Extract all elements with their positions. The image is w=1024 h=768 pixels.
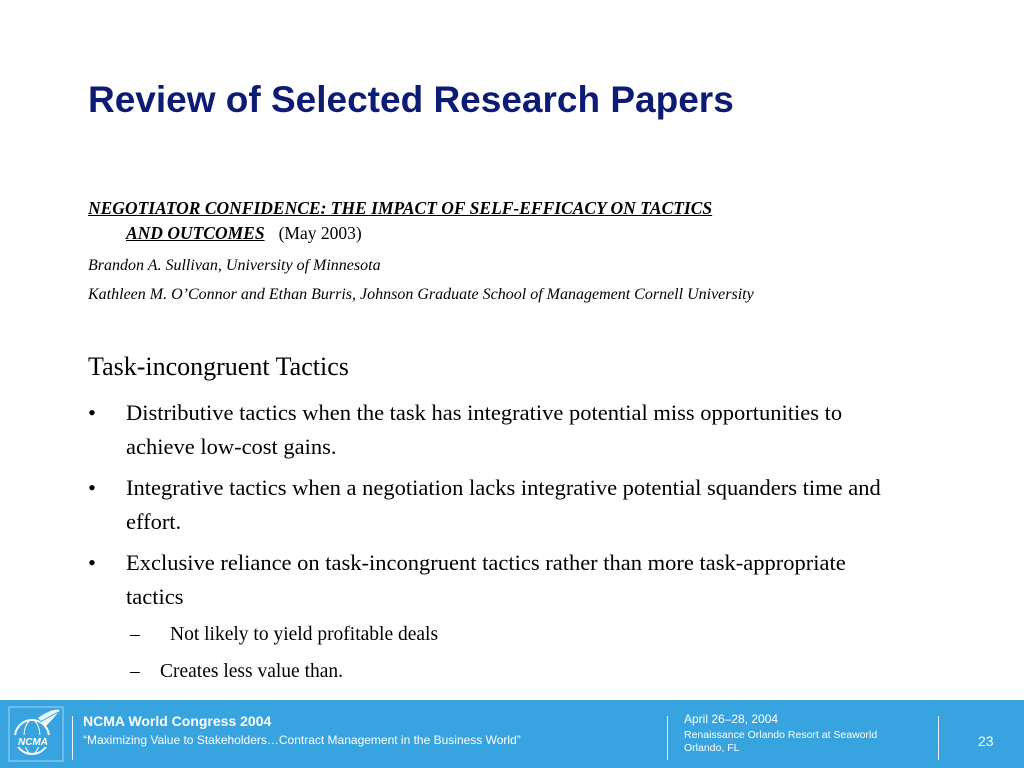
venue-line-1: Renaissance Orlando Resort at Seaworld — [684, 729, 878, 741]
bullet-item — [88, 396, 898, 464]
paper-date: (May 2003) — [278, 223, 362, 243]
paper-title-line-1: NEGOTIATOR CONFIDENCE: THE IMPACT OF SELF-EFFICACY ON TACTICS — [88, 198, 713, 218]
dash-symbol: – — [130, 661, 140, 682]
bullet-symbol: • — [88, 400, 96, 425]
bullet-text: Integrative tactics when a negotiation lacks integrative potential squanders time and effort. — [126, 475, 881, 534]
paper-title — [88, 196, 948, 246]
section-heading: Task-incongruent Tactics — [88, 352, 349, 381]
bullet-text: Distributive tactics when the task has integrative potential miss opportunities to achieve low-cost gains. — [126, 400, 843, 459]
sub-bullet-text: Creates less value than. — [160, 661, 344, 682]
bullet-symbol: • — [88, 475, 96, 500]
footer-tagline: “Maximizing Value to Stakeholders…Contract Management in the Business World” — [83, 733, 521, 747]
footer-bar — [0, 700, 1024, 768]
footer-divider — [667, 716, 668, 760]
bullet-list — [88, 396, 898, 621]
logo-text: NCMA — [18, 737, 48, 748]
bullet-item — [88, 471, 898, 539]
bullet-symbol: • — [88, 550, 96, 575]
sub-bullet-text: Not likely to yield profitable deals — [170, 624, 439, 645]
sub-bullet-item — [130, 655, 438, 689]
organization-name: NCMA World Congress 2004 — [83, 713, 272, 729]
sub-bullet-list — [130, 618, 438, 692]
sub-bullet-item — [130, 618, 438, 652]
dash-symbol: – — [130, 624, 140, 645]
slide-title: Review of Selected Research Papers — [88, 79, 734, 120]
footer-divider — [938, 716, 939, 760]
paper-author-2: Kathleen M. O’Connor and Ethan Burris, Johnson Graduate School of Management Cornell University — [88, 286, 754, 303]
event-dates: April 26–28, 2004 — [684, 712, 779, 726]
page-number: 23 — [978, 733, 994, 749]
bullet-text: Exclusive reliance on task-incongruent tactics rather than more task-appropriate tactics — [126, 550, 846, 609]
bullet-item — [88, 546, 898, 614]
footer-divider — [72, 716, 73, 760]
venue-line-2: Orlando, FL — [684, 742, 740, 754]
paper-title-line-2: AND OUTCOMES — [126, 223, 265, 243]
ncma-logo — [8, 706, 64, 762]
paper-author-1: Brandon A. Sullivan, University of Minnesota — [88, 257, 381, 274]
